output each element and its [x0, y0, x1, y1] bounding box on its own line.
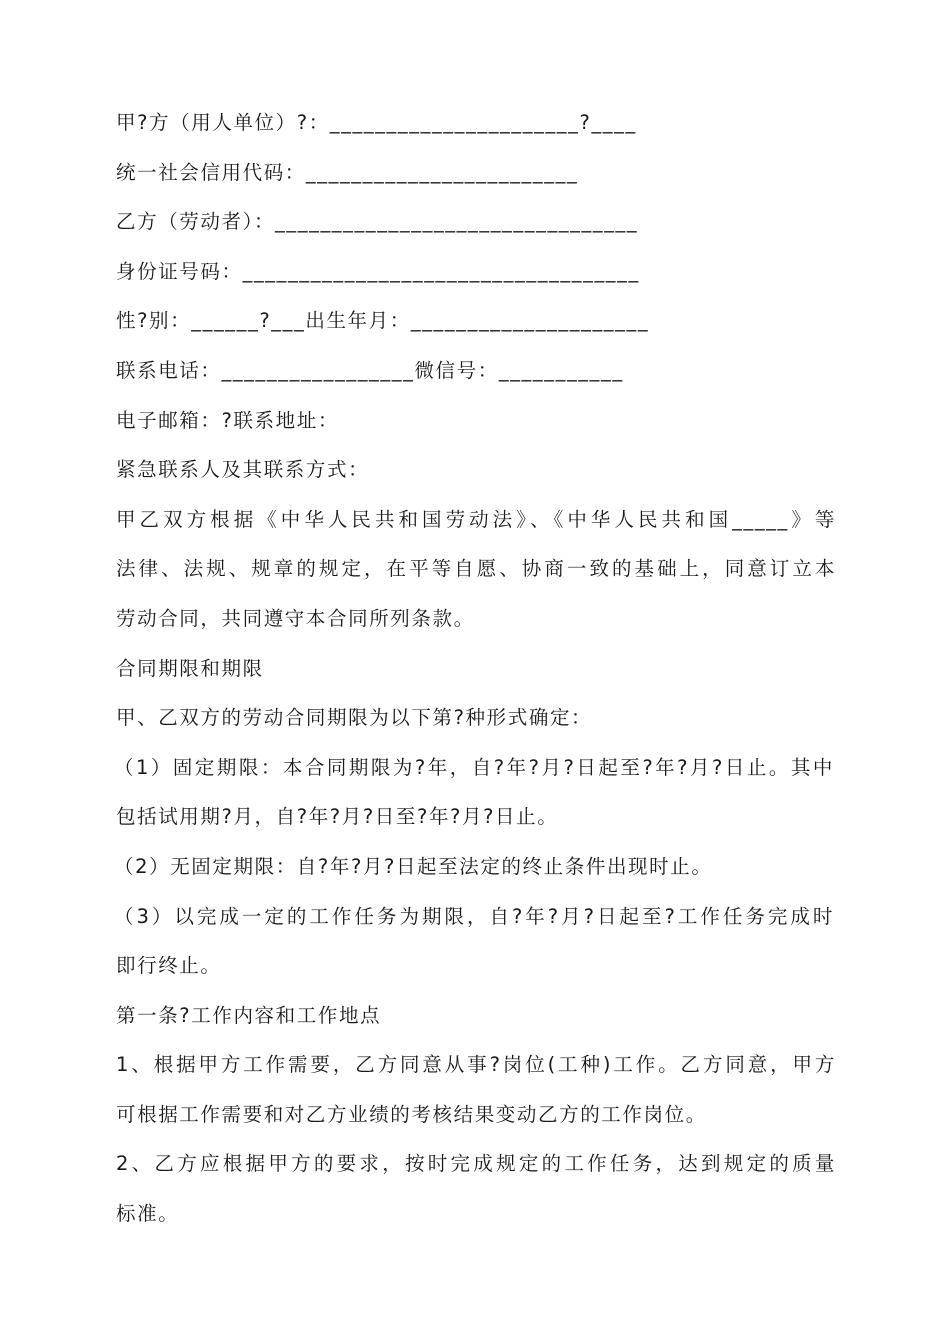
preamble-text-2: 法律、法规、规章的规定，在平等自愿、协商一致的基础上，同意订立本: [116, 557, 836, 581]
party-b-line: 乙方（劳动者）：________________________________: [116, 210, 639, 234]
term-intro-line: 甲、乙双方的劳动合同期限为以下第?种形式确定：: [116, 706, 593, 730]
credit-code-line: 统一社会信用代码：________________________: [116, 160, 579, 184]
term-fixed-line-1: [114, 743, 838, 793]
emergency-contact-line: 紧急联系人及其联系方式：: [116, 458, 370, 482]
phone-wechat-line: 联系电话：_________________微信号：___________: [116, 358, 624, 382]
article-one-item1-text-1: 1、根据甲方工作需要，乙方同意从事?岗位(工种)工作。乙方同意，甲方: [116, 1053, 836, 1077]
section-term-heading: 合同期限和期限: [116, 656, 264, 680]
article-one-item2-line-2: 标准。: [116, 1202, 180, 1226]
preamble-line-3: 劳动合同，共同遵守本合同所列条款。: [116, 606, 475, 630]
gender-birth-line: 性?别：______?___出生年月：_____________________: [116, 309, 650, 333]
term-task-line-1: [114, 892, 838, 942]
email-address-line: 电子邮箱：?联系地址：: [116, 408, 339, 432]
article-one-item1-line-2: 可根据工作需要和对乙方业绩的考核结果变动乙方的工作岗位。: [116, 1102, 707, 1126]
term-task-line-2: 即行终止。: [116, 954, 222, 978]
term-fixed-text-1: （1）固定期限：本合同期限为?年，自?年?月?日起至?年?月?日止。其中: [114, 755, 834, 779]
term-fixed-line-2: 包括试用期?月，自?年?月?日至?年?月?日止。: [116, 805, 559, 829]
term-task-text-1: （3）以完成一定的工作任务为期限，自?年?月?日起至?工作任务完成时: [114, 904, 834, 928]
article-one-heading: 第一条?工作内容和工作地点: [116, 1003, 382, 1027]
article-one-item1-line-1: [116, 1040, 838, 1090]
party-a-line: 甲?方（用人单位）?：______________________?____: [116, 111, 637, 134]
preamble-line-2: [116, 544, 838, 594]
article-one-item2-line-1: [116, 1139, 838, 1189]
preamble-line-1: [116, 495, 838, 545]
contract-document: [116, 98, 838, 1239]
term-open-line: （2）无固定期限：自?年?月?日起至法定的终止条件出现时止。: [114, 854, 713, 878]
id-number-line: 身份证号码：___________________________________: [116, 259, 640, 283]
article-one-item2-text-1: 2、乙方应根据甲方的要求，按时完成规定的工作任务，达到规定的质量: [116, 1152, 836, 1176]
preamble-text-1: 甲乙双方根据《中华人民共和国劳动法》、《中华人民共和国_____》等: [116, 507, 836, 531]
